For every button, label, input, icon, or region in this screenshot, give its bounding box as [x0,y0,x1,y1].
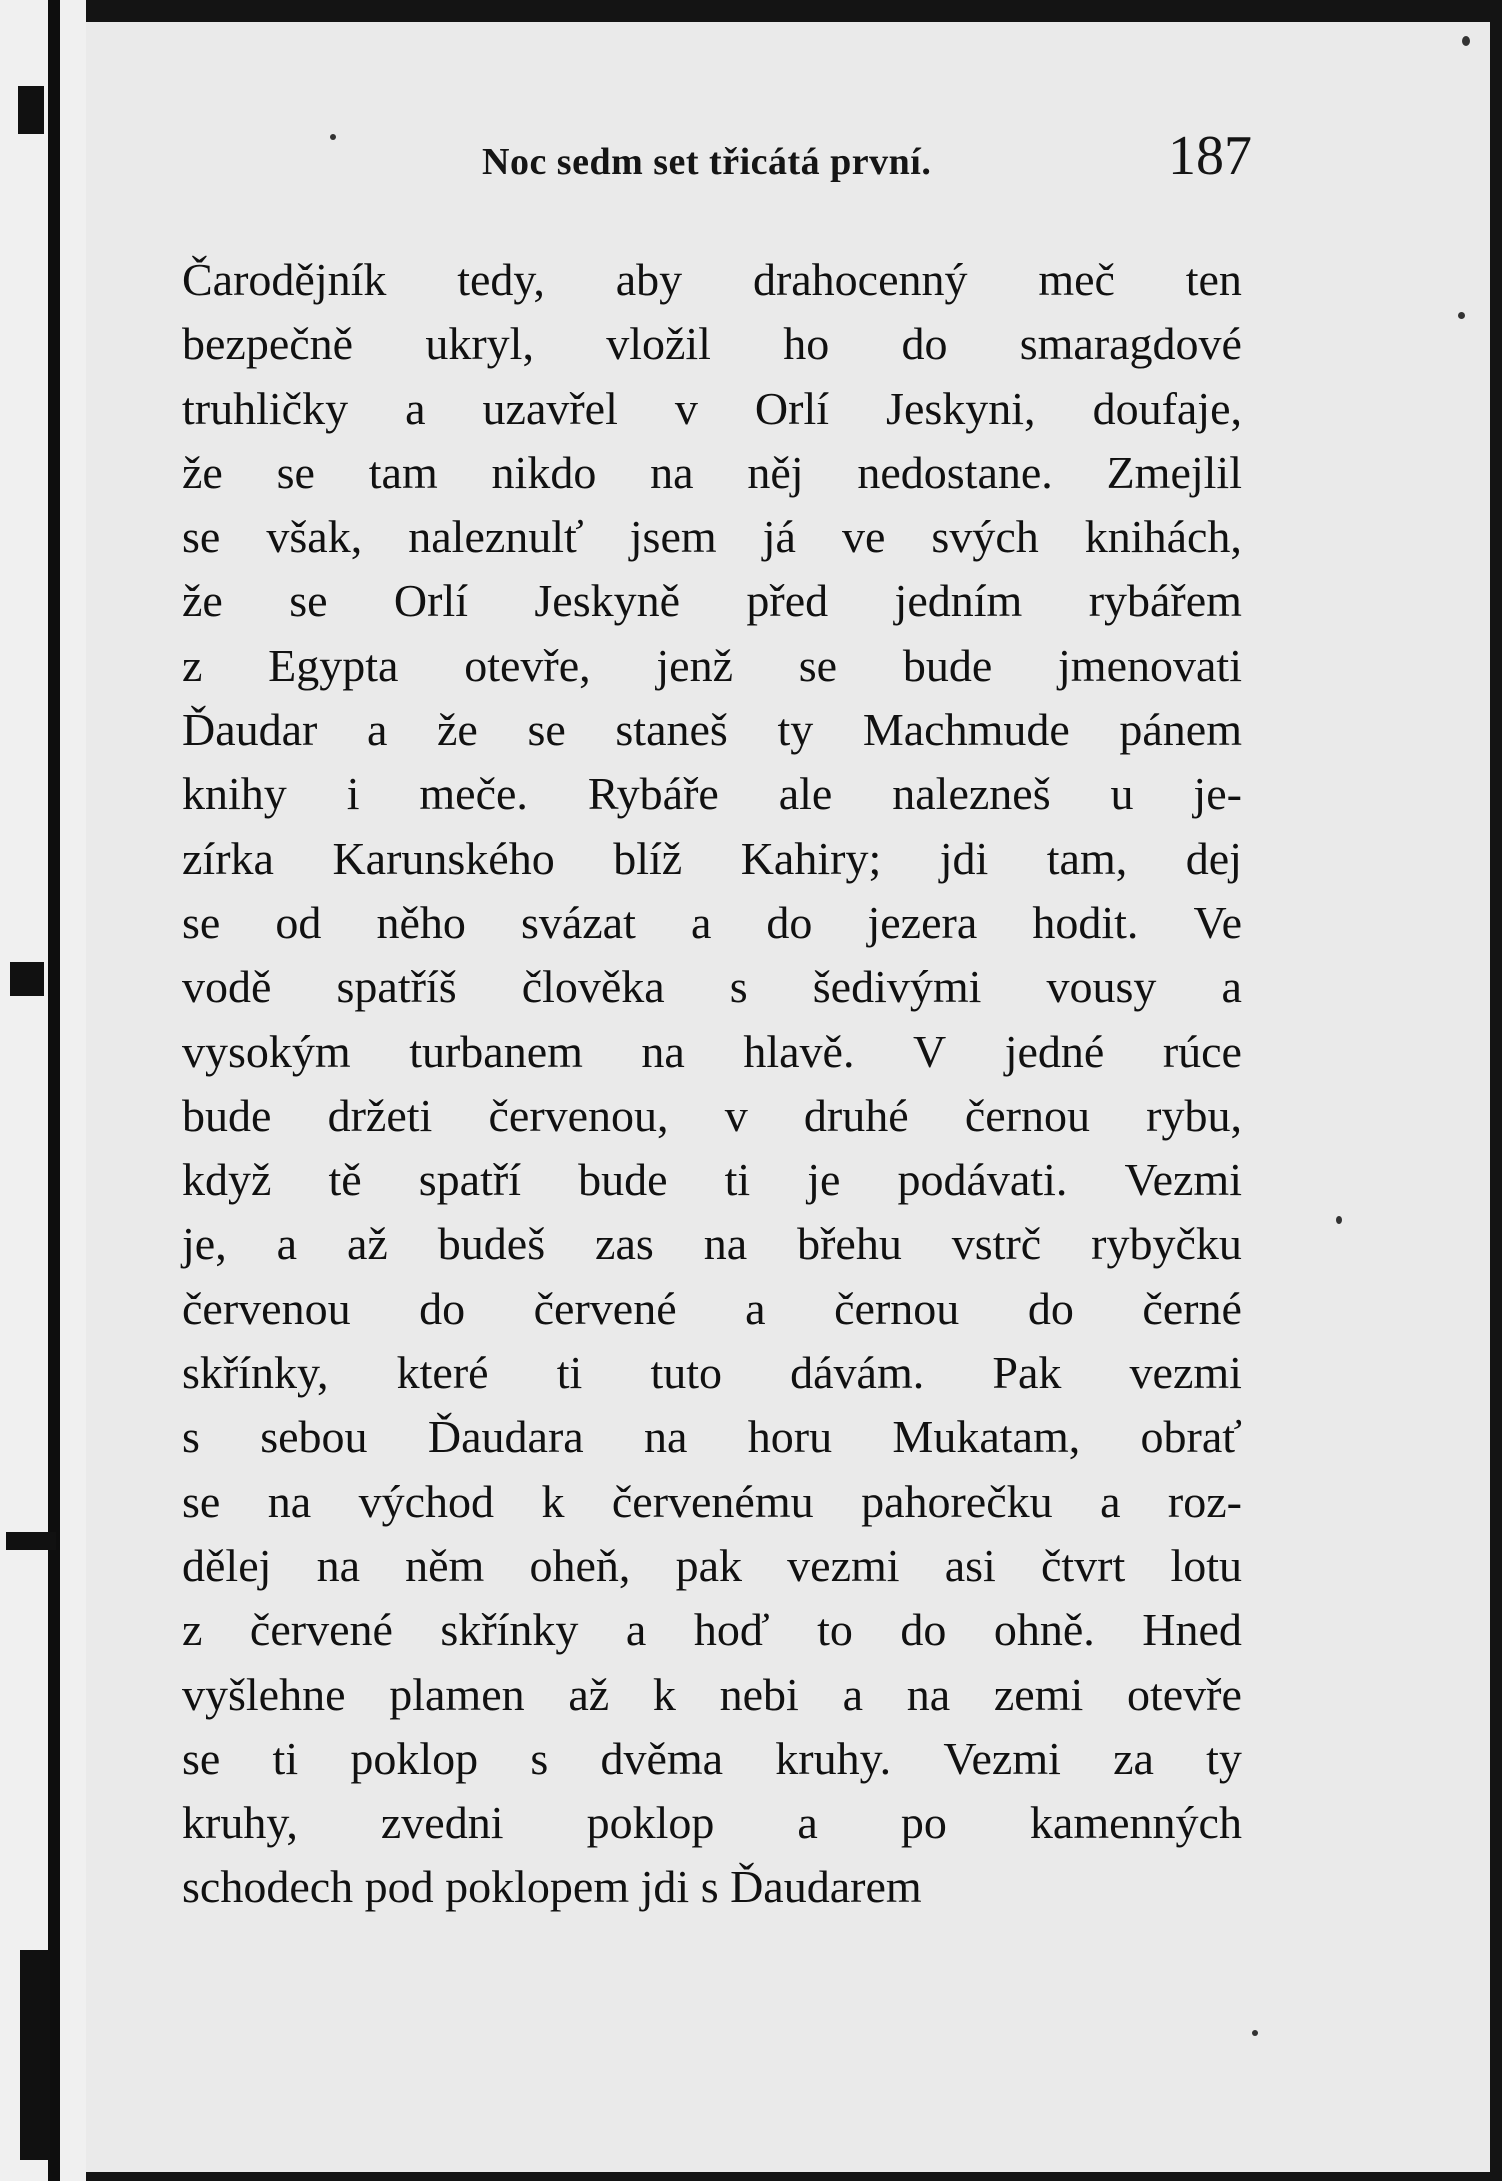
text-line: bude držeti červenou, v druhé černou rybu, [182,1089,1242,1141]
text-line: dělej na něm oheň, pak vezmi asi čtvrt lotu [182,1539,1242,1591]
paper-speck [1336,1216,1342,1224]
binding-mark [20,1950,50,2160]
running-title: Noc sedm set třicátá první. [482,141,932,183]
text-line: červenou do červené a černou do černé [182,1282,1242,1334]
text-line: z červené skřínky a hoď to do ohně. Hned [182,1604,1242,1656]
text-line: schodech pod poklopem jdi s Ďaudarem [182,1861,922,1913]
text-line: se na východ k červenému pahorečku a roz- [182,1475,1242,1527]
text-line: Čarodějník tedy, aby drahocenný meč ten [182,254,1242,305]
binding-mark [18,86,44,134]
text-line: z Egypta otevře, jenž se bude jmenovati [182,639,1242,691]
text-line: že se Orlí Jeskyně před jedním rybářem [182,575,1242,627]
text-line: se však, naleznulť jsem já ve svých knihách, [182,511,1242,563]
page-number: 187 [1168,125,1252,187]
paper-speck [330,134,336,140]
text-line: vysokým turbanem na hlavě. V jedné rúce [182,1025,1242,1077]
paper-speck [1458,312,1465,319]
paper-speck [1462,36,1470,46]
book-binding-edge [0,0,86,2181]
text-line: knihy i meče. Rybáře ale nalezneš u je- [182,768,1242,820]
binding-spine-shadow [48,0,60,2181]
paper-speck [1252,2030,1258,2036]
text-line: vyšlehne plamen až k nebi a na zemi otevře [182,1668,1242,1720]
text-line: Ďaudar a že se staneš ty Machmude pánem [182,704,1242,756]
text-line: truhličky a uzavřel v Orlí Jeskyni, doufaje, [182,382,1242,434]
text-line: se od něho svázat a do jezera hodit. Ve [182,896,1242,948]
body-text [182,248,1242,1920]
text-line: je, a až budeš zas na břehu vstrč rybyčku [182,1218,1242,1270]
binding-mark [10,962,44,996]
text-line: bezpečně ukryl, vložil ho do smaragdové [182,318,1242,370]
text-line: když tě spatří bude ti je podávati. Vezmi [182,1154,1242,1206]
text-line: kruhy, zvedni poklop a po kamenných [182,1797,1242,1849]
text-line: skřínky, které ti tuto dávám. Pak vezmi [182,1347,1242,1399]
text-line: že se tam nikdo na něj nedostane. Zmejlil [182,446,1242,498]
binding-mark [6,1532,56,1550]
text-line: s sebou Ďaudara na horu Mukatam, obrať [182,1411,1242,1463]
text-line: se ti poklop s dvěma kruhy. Vezmi za ty [182,1732,1242,1784]
text-line: zírka Karunského blíž Kahiry; jdi tam, dej [182,832,1242,884]
text-line: vodě spatříš člověka s šedivými vousy a [182,961,1242,1013]
